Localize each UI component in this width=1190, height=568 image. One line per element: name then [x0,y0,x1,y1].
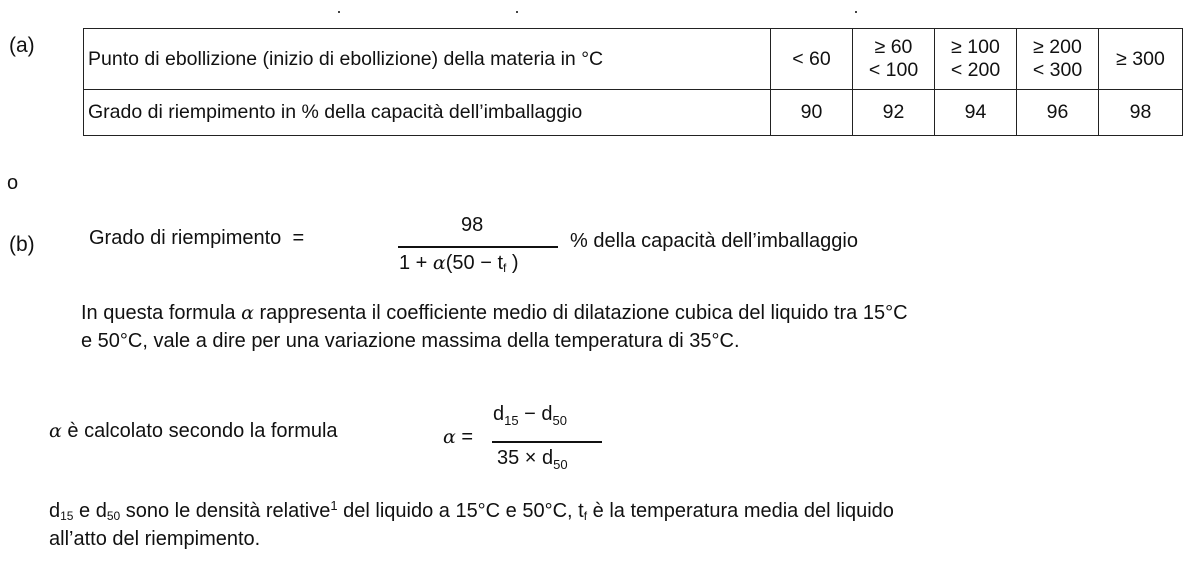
cell-gte-300: ≥ 300 [1099,29,1183,90]
density-paragraph-line-1: d15 e d50 sono le densità relative$^1$ del liquido a 15°C e 50°C, tf è la temperatura media del liquido [49,498,894,523]
footnote-reference[interactable]: 1 [330,498,338,513]
or-separator: o [7,172,19,194]
cell-value: 98 [1099,90,1183,136]
section-b-label: (b) [9,233,35,256]
paragraph-line-1: In questa formula α rappresenta il coefficiente medio di dilatazione cubica del liquido tra 15°C [81,302,908,324]
alpha-fraction-bar [492,441,602,443]
row-header-filling-degree: Grado di riempimento in % della capacità dell’imballaggio [84,90,771,136]
cell-lt-60: < 60 [771,29,853,90]
alpha-formula-denominator: $35 \times d_{50}$ [497,447,568,472]
scan-artifact-dot [516,11,518,13]
cell-value: 96 [1017,90,1099,136]
table-row-filling-degree [84,90,1183,136]
cell-value: 94 [935,90,1017,136]
cell-value: 92 [853,90,935,136]
density-paragraph-line-2: all’atto del riempimento. [49,528,261,550]
cell-value: 90 [771,90,853,136]
fraction-bar [398,246,558,248]
alpha-formula-lhs: α = [443,426,474,448]
formula-denominator: 1 + α(50 − tf ) [399,252,519,275]
cell-60-100: ≥ 60 < 100 [853,29,935,90]
section-a-label: (a) [9,34,35,57]
filling-degree-table [83,28,1183,136]
formula-rhs: % della capacità dell’imballaggio [570,230,858,252]
alpha-formula-numerator: $d_{15} - d_{50}$ [493,403,567,428]
formula-lhs: Grado di riempimento = [89,227,305,249]
cell-100-200: ≥ 100 < 200 [935,29,1017,90]
row-header-boiling-point: Punto di ebollizione (inizio di ebollizione) della materia in °C [84,29,771,90]
formula-numerator: 98 [461,214,484,236]
paragraph-line-2: e 50°C, vale a dire per una variazione massima della temperatura di 35°C. [81,330,740,352]
alpha-definition-text: α è calcolato secondo la formula [49,420,338,442]
scan-artifact-dot [338,11,340,13]
cell-200-300: ≥ 200 < 300 [1017,29,1099,90]
table-row-boiling-point [84,29,1183,90]
scan-artifact-dot [855,11,857,13]
